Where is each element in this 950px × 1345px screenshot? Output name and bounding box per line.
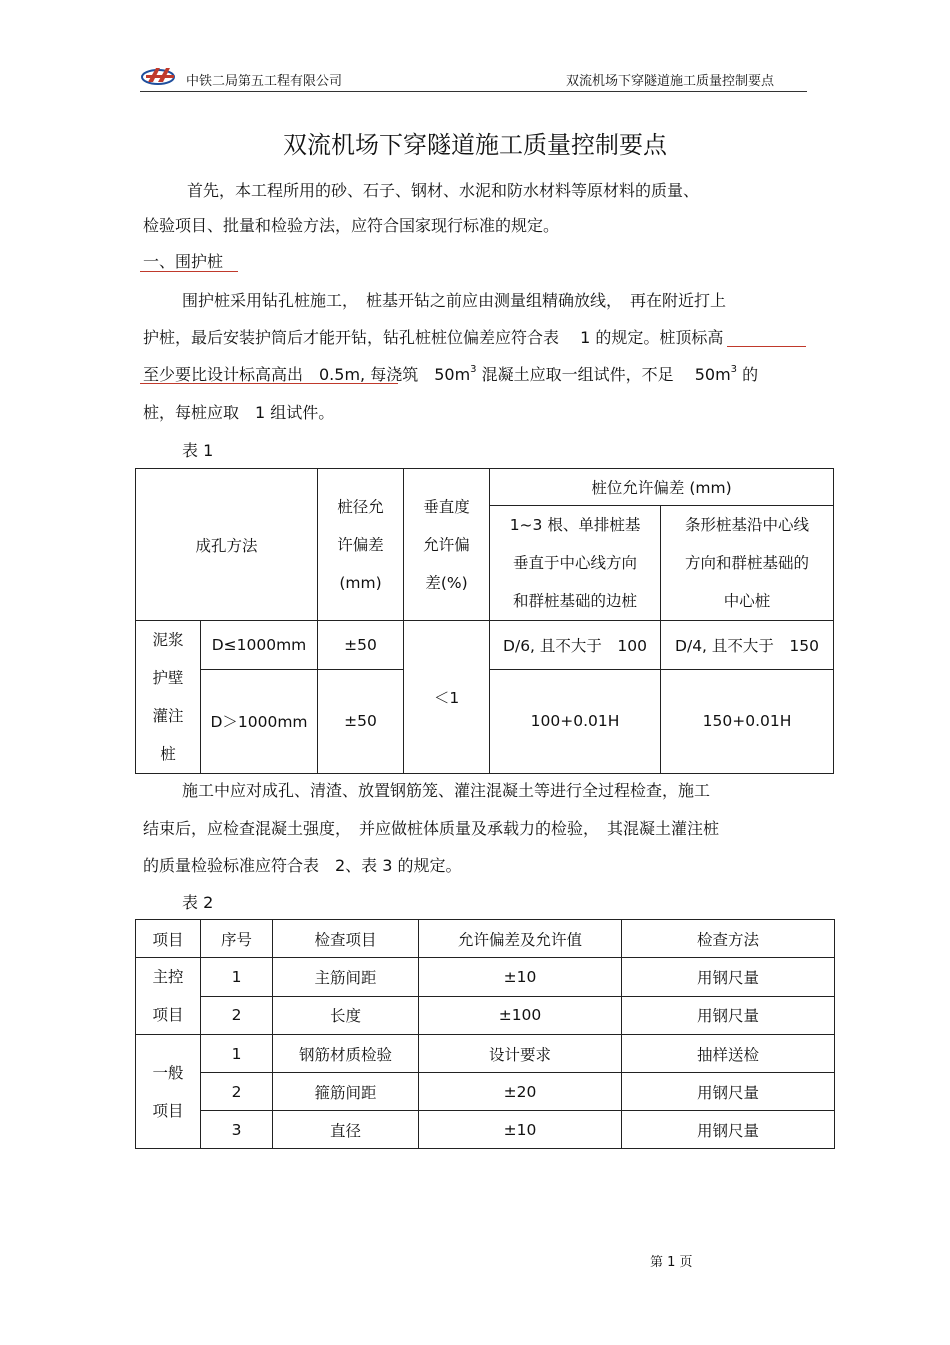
table-cell: 长度: [273, 996, 419, 1035]
para1-line-3: [143, 362, 758, 385]
table-cell: 用钢尺量: [622, 1073, 835, 1111]
para1-line-2-text: 护桩，最后安装护筒后才能开钻，钻孔桩桩位偏差应符合表 1 的规定。: [143, 328, 660, 347]
table-cell: 用钢尺量: [622, 996, 835, 1035]
th-diam-tol: 桩径允 许偏差 (mm): [318, 469, 404, 621]
para1-highlight-b: 至少要比设计标高高出 0.5m,: [143, 365, 366, 384]
superscript-2: 3: [730, 363, 738, 375]
para1-line-3-c: 混凝土应取一组试件，不足 50m: [476, 365, 731, 384]
group-general: 一般 项目: [136, 1035, 201, 1149]
th-vert-tol: 垂直度 允许偏 差(%): [404, 469, 490, 621]
table-cell: 直径: [273, 1111, 419, 1149]
table-cell: D/4, 且不大于 150: [661, 621, 834, 670]
para2-line-3: 的质量检验标准应符合表 2、表 3 的规定。: [143, 856, 462, 875]
th-tolerance: 允许偏差及允许值: [419, 920, 622, 958]
table-cell: 主筋间距: [273, 958, 419, 997]
table-cell: 150+0.01H: [661, 669, 834, 773]
table-cell: ±10: [419, 958, 622, 997]
table-cell: 3: [201, 1111, 273, 1149]
table-cell: ±50: [318, 621, 404, 670]
table-cell: ＜1: [404, 621, 490, 774]
para2-line-2: 结束后，应检查混凝土强度， 并应做桩体质量及承载力的检验， 其混凝土灌注桩: [143, 819, 720, 838]
th-pos-center: 条形桩基沿中心线 方向和群桩基础的 中心桩: [661, 506, 834, 621]
para1-line-3-d: 的: [737, 365, 759, 384]
table-cell: 1: [201, 958, 273, 997]
th-check-method: 检查方法: [622, 920, 835, 958]
crec-logo-icon: [140, 64, 180, 88]
superscript-1: 3: [470, 363, 477, 375]
table-cell: 2: [201, 1073, 273, 1111]
table-cell: ±10: [419, 1111, 622, 1149]
table-cell: 100+0.01H: [490, 669, 661, 773]
th-check-item: 检查项目: [273, 920, 419, 958]
page-number: 第 1 页: [650, 1255, 693, 1270]
header-divider: [140, 91, 807, 92]
table-cell: 1: [201, 1035, 273, 1073]
section-heading: 一、围护桩: [143, 252, 224, 271]
para1-line-2: [143, 325, 723, 348]
table-cell: 钢筋材质检验: [273, 1035, 419, 1073]
table-cell: D＞1000mm: [201, 669, 318, 773]
para1-highlight-a: 桩顶标高: [659, 328, 724, 347]
th-no: 序号: [201, 920, 273, 958]
table-cell: ±50: [318, 669, 404, 773]
table-cell: ±100: [419, 996, 622, 1035]
para1-line-4: 桩，每桩应取 1 组试件。: [143, 403, 335, 422]
table-cell: 用钢尺量: [622, 958, 835, 997]
table-cell: D≤1000mm: [201, 621, 318, 670]
table-cell: 2: [201, 996, 273, 1035]
th-item: 项目: [136, 920, 201, 958]
table2-caption: 表 2: [182, 893, 214, 912]
table-1: [135, 468, 834, 774]
group-main-control: 主控 项目: [136, 958, 201, 1035]
para1-line-1: 围护桩采用钻孔桩施工， 桩基开钻之前应由测量组精确放线， 再在附近打上: [182, 291, 727, 310]
red-underline-2: [140, 383, 398, 384]
table-cell: D/6, 且不大于 100: [490, 621, 661, 670]
table-2: [135, 919, 835, 1149]
table-cell: ±20: [419, 1073, 622, 1111]
table-cell: 抽样送检: [622, 1035, 835, 1073]
intro-line-2: 检验项目、批量和检验方法，应符合国家现行标准的规定。: [143, 216, 560, 235]
red-underline-1: [727, 346, 806, 347]
table1-caption: 表 1: [182, 441, 214, 460]
intro-line-1: 首先，本工程所用的砂、石子、钢材、水泥和防水材料等原材料的质量、: [187, 181, 700, 200]
para1-line-3-b: 每浇筑 50m: [365, 365, 471, 384]
page-title: 双流机场下穿隧道施工质量控制要点: [283, 131, 667, 159]
para2-line-1: 施工中应对成孔、清渣、放置钢筋笼、灌注混凝土等进行全过程检查，施工: [182, 781, 711, 800]
header-company: 中铁二局第五工程有限公司: [186, 74, 343, 89]
th-method: 成孔方法: [136, 469, 318, 621]
table-cell: 箍筋间距: [273, 1073, 419, 1111]
th-pos-edge: 1~3 根、单排桩基 垂直于中心线方向 和群桩基础的边桩: [490, 506, 661, 621]
header-doc-title: 双流机场下穿隧道施工质量控制要点: [566, 74, 775, 89]
table-cell: 设计要求: [419, 1035, 622, 1073]
group-slurry-pile: 泥浆 护壁 灌注 桩: [136, 621, 201, 774]
th-pos-tol: 桩位允许偏差 (mm): [490, 469, 834, 506]
section-heading-underline: [140, 271, 238, 272]
table-cell: 用钢尺量: [622, 1111, 835, 1149]
